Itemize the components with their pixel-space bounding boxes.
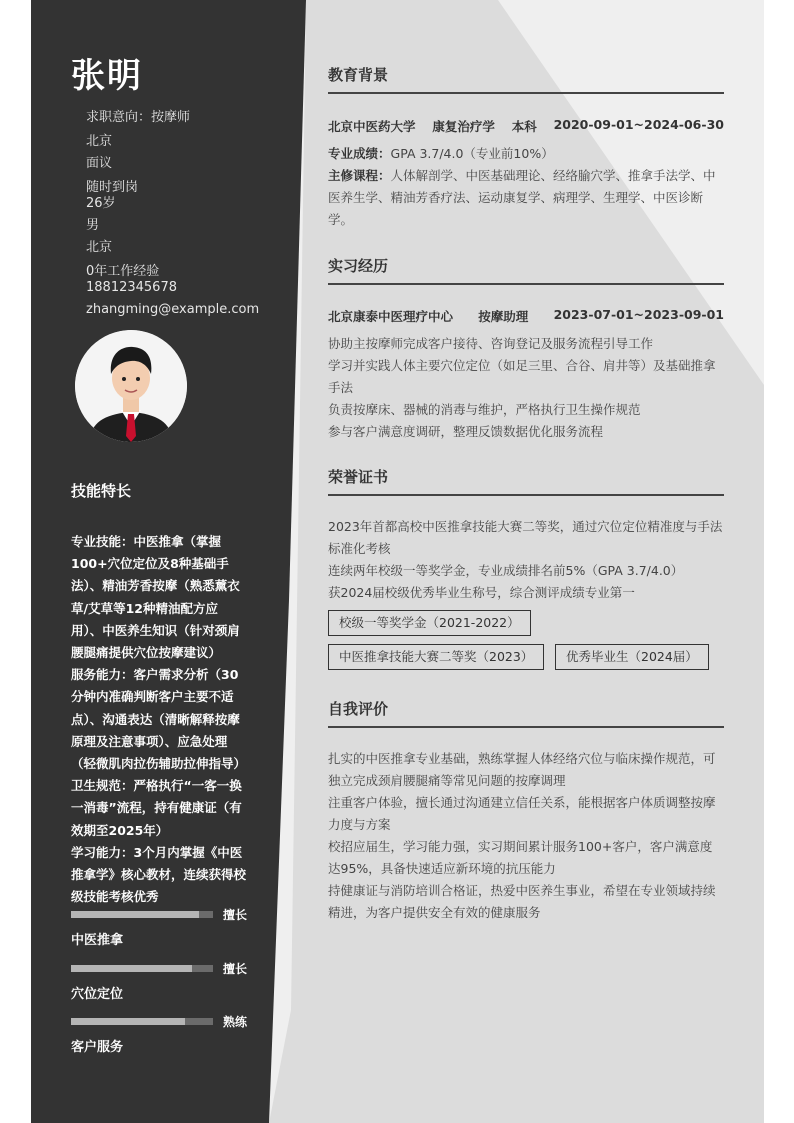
list-item: 负责按摩床、器械的消毒与维护，严格执行卫生操作规范 [328, 402, 641, 417]
sidebar [31, 0, 306, 1123]
honor-tag: 优秀毕业生（2024届） [555, 644, 709, 670]
skill-level: 擅长 [223, 908, 248, 922]
job-intention: 求职意向：按摩师 [86, 110, 191, 125]
education-title: 教育背景 [328, 66, 389, 84]
internship-row [328, 307, 724, 325]
list-item: 注重客户体验，擅长通过沟通建立信任关系，能根据客户体质调整按摩力度与方案 [328, 795, 716, 832]
avatar-portrait-icon [75, 330, 187, 442]
phone: 18812345678 [86, 280, 177, 295]
list-item: 获2024届校级优秀毕业生称号，综合测评成绩专业第一 [328, 585, 635, 600]
skill-name: 客户服务 [71, 1040, 124, 1055]
internship-details [328, 333, 724, 443]
age: 26岁 [86, 196, 116, 211]
self-eval-details [328, 748, 724, 924]
role: 按摩助理 [478, 309, 529, 324]
resume-page [31, 0, 764, 1123]
self-eval-title: 自我评价 [328, 700, 389, 718]
degree: 本科 [511, 119, 537, 134]
gender: 男 [86, 218, 100, 233]
list-item: 扎实的中医推拿专业基础，熟练掌握人体经络穴位与临床操作规范，可独立完成颈肩腰腿痛等常见问题的按摩调理 [328, 751, 716, 788]
score-key: 专业成绩： [328, 146, 391, 161]
skill-text: 3个月内掌握《中医推拿学》核心教材，连续获得校级技能考核优秀 [71, 844, 247, 905]
company: 北京康泰中医理疗中心 [328, 309, 454, 324]
school: 北京中医药大学 [328, 119, 416, 134]
job-location: 北京 [86, 134, 113, 149]
courses-value: 人体解剖学、中医基础理论、经络腧穴学、推拿手法学、中医养生学、精油芳香疗法、运动康复学、病理学、生理学、中医诊断学。 [328, 168, 716, 227]
skill-key: 专业技能： [71, 534, 134, 549]
list-item: 参与客户满意度调研，整理反馈数据优化服务流程 [328, 424, 604, 439]
section-divider [328, 283, 724, 285]
list-item: 学习并实践人体主要穴位定位（如足三里、合谷、肩井等）及基础推拿手法 [328, 358, 716, 395]
skill-bar-track [71, 1018, 213, 1025]
section-divider [328, 92, 724, 94]
skill-text: 严格执行“一客一换一消毒”流程，持有健康证（有效期至2025年） [71, 778, 242, 838]
major: 康复治疗学 [432, 119, 495, 134]
score-value: GPA 3.7/4.0（专业前10%） [390, 146, 554, 161]
skill-bar-track [71, 911, 213, 918]
list-item: 连续两年校级一等奖学金，专业成绩排名前5%（GPA 3.7/4.0） [328, 563, 684, 578]
courses-key: 主修课程： [328, 168, 391, 183]
avatar [75, 330, 187, 442]
internship-title: 实习经历 [328, 257, 389, 275]
skill-key: 服务能力： [71, 667, 134, 683]
skill-text: 客户需求分析（30分钟内准确判断客户主要不适点）、沟通表达（清晰解释按摩原理及注意事项）、应急处理（轻微肌肉拉伤辅助拉伸指导） [71, 667, 247, 772]
skill-level: 擅长 [223, 962, 248, 976]
list-item: 协助主按摩师完成客户接待、咨询登记及服务流程引导工作 [328, 336, 654, 351]
skill-key: 卫生规范： [71, 778, 134, 794]
honor-tag: 中医推拿技能大赛二等奖（2023） [328, 644, 544, 670]
skill-name: 中医推拿 [71, 933, 124, 948]
availability: 随时到岗 [86, 180, 139, 195]
education-period: 2020-09-01~2024-06-30 [553, 117, 724, 132]
honors-title: 荣誉证书 [328, 468, 389, 486]
skill-level: 熟练 [223, 1015, 248, 1029]
skills-title: 技能特长 [71, 482, 132, 500]
honor-tag: 校级一等奖学金（2021-2022） [328, 610, 531, 636]
list-item: 校招应届生，学习能力强，实习期间累计服务100+客户，客户满意度达95%，具备快速适应新环境的抗压能力 [328, 839, 713, 876]
candidate-name: 张明 [71, 56, 143, 96]
list-item: 持健康证与消防培训合格证，热爱中医养生事业，希望在专业领域持续精进，为客户提供安全有效的健康服务 [328, 883, 716, 920]
education-details [328, 143, 724, 231]
education-row [328, 117, 724, 135]
internship-period: 2023-07-01~2023-09-01 [553, 307, 724, 322]
skill-bar-track [71, 965, 213, 972]
main-content [328, 0, 724, 1123]
skill-text: 中医推拿（掌握100+穴位定位及8种基础手法）、精油芳香按摩（熟悉薰衣草/艾草等12种精油配方应用）、中医养生知识（针对颈肩腰腿痛提供穴位按摩建议） [71, 534, 240, 661]
list-item: 2023年首都高校中医推拿技能大赛二等奖，通过穴位定位精准度与手法标准化考核 [328, 519, 723, 556]
skill-name: 穴位定位 [71, 987, 124, 1002]
skill-bar-fill [71, 965, 192, 972]
personal-info [86, 108, 301, 324]
email: zhangming@example.com [86, 302, 260, 317]
skill-key: 学习能力： [71, 844, 134, 860]
skill-bar-fill [71, 911, 199, 918]
honors-details [328, 516, 724, 604]
salary: 面议 [86, 156, 113, 171]
work-experience: 0年工作经验 [86, 264, 160, 279]
residence: 北京 [86, 240, 113, 255]
skills-description [71, 531, 249, 908]
section-divider [328, 726, 724, 728]
skill-bar-fill [71, 1018, 185, 1025]
section-divider [328, 494, 724, 496]
